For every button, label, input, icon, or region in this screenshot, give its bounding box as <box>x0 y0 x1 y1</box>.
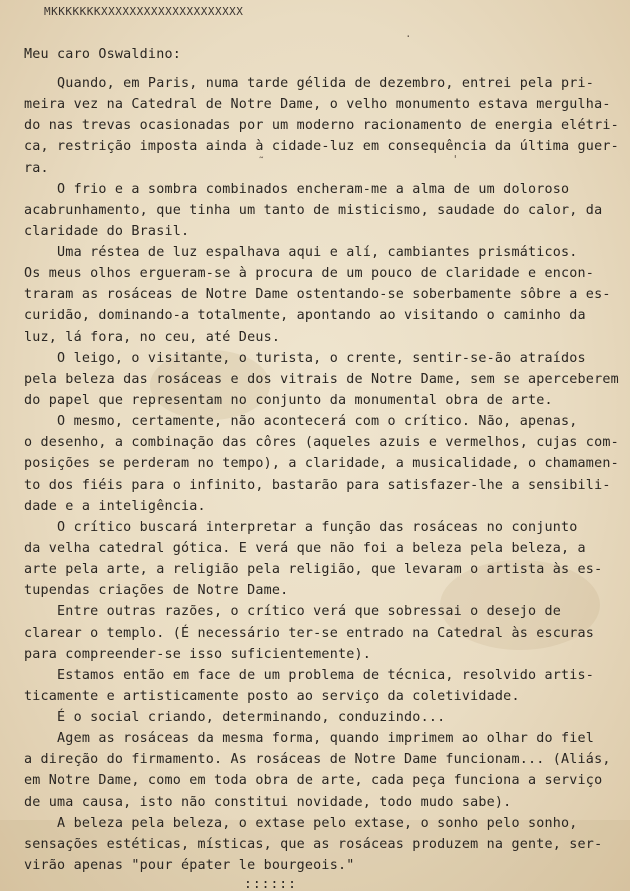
letter-line: ticamente e artisticamente posto ao serviço da coletividade. <box>24 689 520 704</box>
letter-line: acabrunhamento, que tinha um tanto de misticismo, saudade do calor, da <box>24 203 603 218</box>
letter-line: ra. <box>24 161 49 176</box>
letter-line: o desenho, a combinação das côres (aqueles azuis e vermelhos, cujas com- <box>24 435 619 450</box>
letter-line: tupendas criações de Notre Dame. <box>24 583 289 598</box>
letter-line: to dos fiéis para o infinito, bastarão para satisfazer-lhe a sensibili- <box>24 478 611 493</box>
letter-line: Os meus olhos ergueram-se à procura de um pouco de claridade e encon- <box>24 266 595 281</box>
footer-dots: :::::: <box>244 877 297 891</box>
letter-line: traram as rosáceas de Notre Dame ostentando-se soberbamente sôbre a es- <box>24 287 611 302</box>
letter-line: de uma causa, isto não constitui novidade, todo mudo sabe). <box>24 795 512 810</box>
letter-line: arte pela arte, a religião pela religião, que levaram o artista às es- <box>24 562 603 577</box>
letter-line: virão apenas "pour épater le bourgeois." <box>24 858 355 873</box>
letter-line: meira vez na Catedral de Notre Dame, o velho monumento estava mergulha- <box>24 97 611 112</box>
letter-line: O crítico buscará interpretar a função das rosáceas no conjunto <box>24 520 578 535</box>
letter-line: A beleza pela beleza, o extase pelo extase, o sonho pelo sonho, <box>24 816 578 831</box>
letter-line: da velha catedral gótica. E verá que não foi a beleza pela beleza, a <box>24 541 586 556</box>
letter-line: claridade do Brasil. <box>24 224 190 239</box>
letter-line: Entre outras razões, o crítico verá que sobressai o desejo de <box>24 604 562 619</box>
letter-line: É o social criando, determinando, conduzindo... <box>24 710 446 725</box>
ink-mark: · <box>405 30 412 43</box>
ink-mark: ' <box>452 153 459 166</box>
letter-line: sensações estéticas, místicas, que as rosáceas produzem na gente, ser- <box>24 837 603 852</box>
letter-line: pela beleza das rosáceas e dos vitrais de Notre Dame, sem se aperceberem <box>24 372 619 387</box>
letter-line: Estamos então em face de um problema de técnica, resolvido artis- <box>24 668 595 683</box>
letter-line: O leigo, o visitante, o turista, o crente, sentir-se-ão atraídos <box>24 351 586 366</box>
letter-line: ca, restrição imposta ainda à cidade-luz em consequência da última guer- <box>24 139 619 154</box>
letter-line: luz, lá fora, no ceu, até Deus. <box>24 330 281 345</box>
letter-line: O mesmo, certamente, não acontecerá com o crítico. Não, apenas, <box>24 414 578 429</box>
letter-line: posições se perderam no tempo), a claridade, a musicalidade, o chamamen- <box>24 456 619 471</box>
letter-line: Uma réstea de luz espalhava aqui e alí, cambiantes prismáticos. <box>24 245 578 260</box>
ink-mark: ˜ <box>258 155 265 168</box>
letter-line: clarear o templo. (É necessário ter-se entrado na Catedral às escuras <box>24 626 595 641</box>
letter-line: O frio e a sombra combinados encheram-me a alma de um doloroso <box>24 182 570 197</box>
letter-line: do nas trevas ocasionadas por um moderno racionamento de energia elétri- <box>24 118 619 133</box>
letter-line: em Notre Dame, como em toda obra de arte, cada peça funciona a serviço <box>24 773 603 788</box>
letter-line: curidão, dominando-a totalmente, apontando ao visitando o caminho da <box>24 308 586 323</box>
letter-line: para compreender-se isso suficientemente). <box>24 647 371 662</box>
letter-line: Quando, em Paris, numa tarde gélida de dezembro, entrei pela pri- <box>24 76 595 91</box>
letter-greeting: Meu caro Oswaldino: <box>24 47 181 62</box>
letter-line: Agem as rosáceas da mesma forma, quando imprimem ao olhar do fiel <box>24 731 595 746</box>
letter-line: do papel que representam no conjunto da monumental obra de arte. <box>24 393 553 408</box>
letter-line: a direção do firmamento. As rosáceas de Notre Dame funcionam... (Aliás, <box>24 752 611 767</box>
letter-line: dade e a inteligência. <box>24 499 206 514</box>
struck-out-header: MKKKKKKKXXXXXXXXXXXXXXXXXXXX <box>44 5 244 18</box>
